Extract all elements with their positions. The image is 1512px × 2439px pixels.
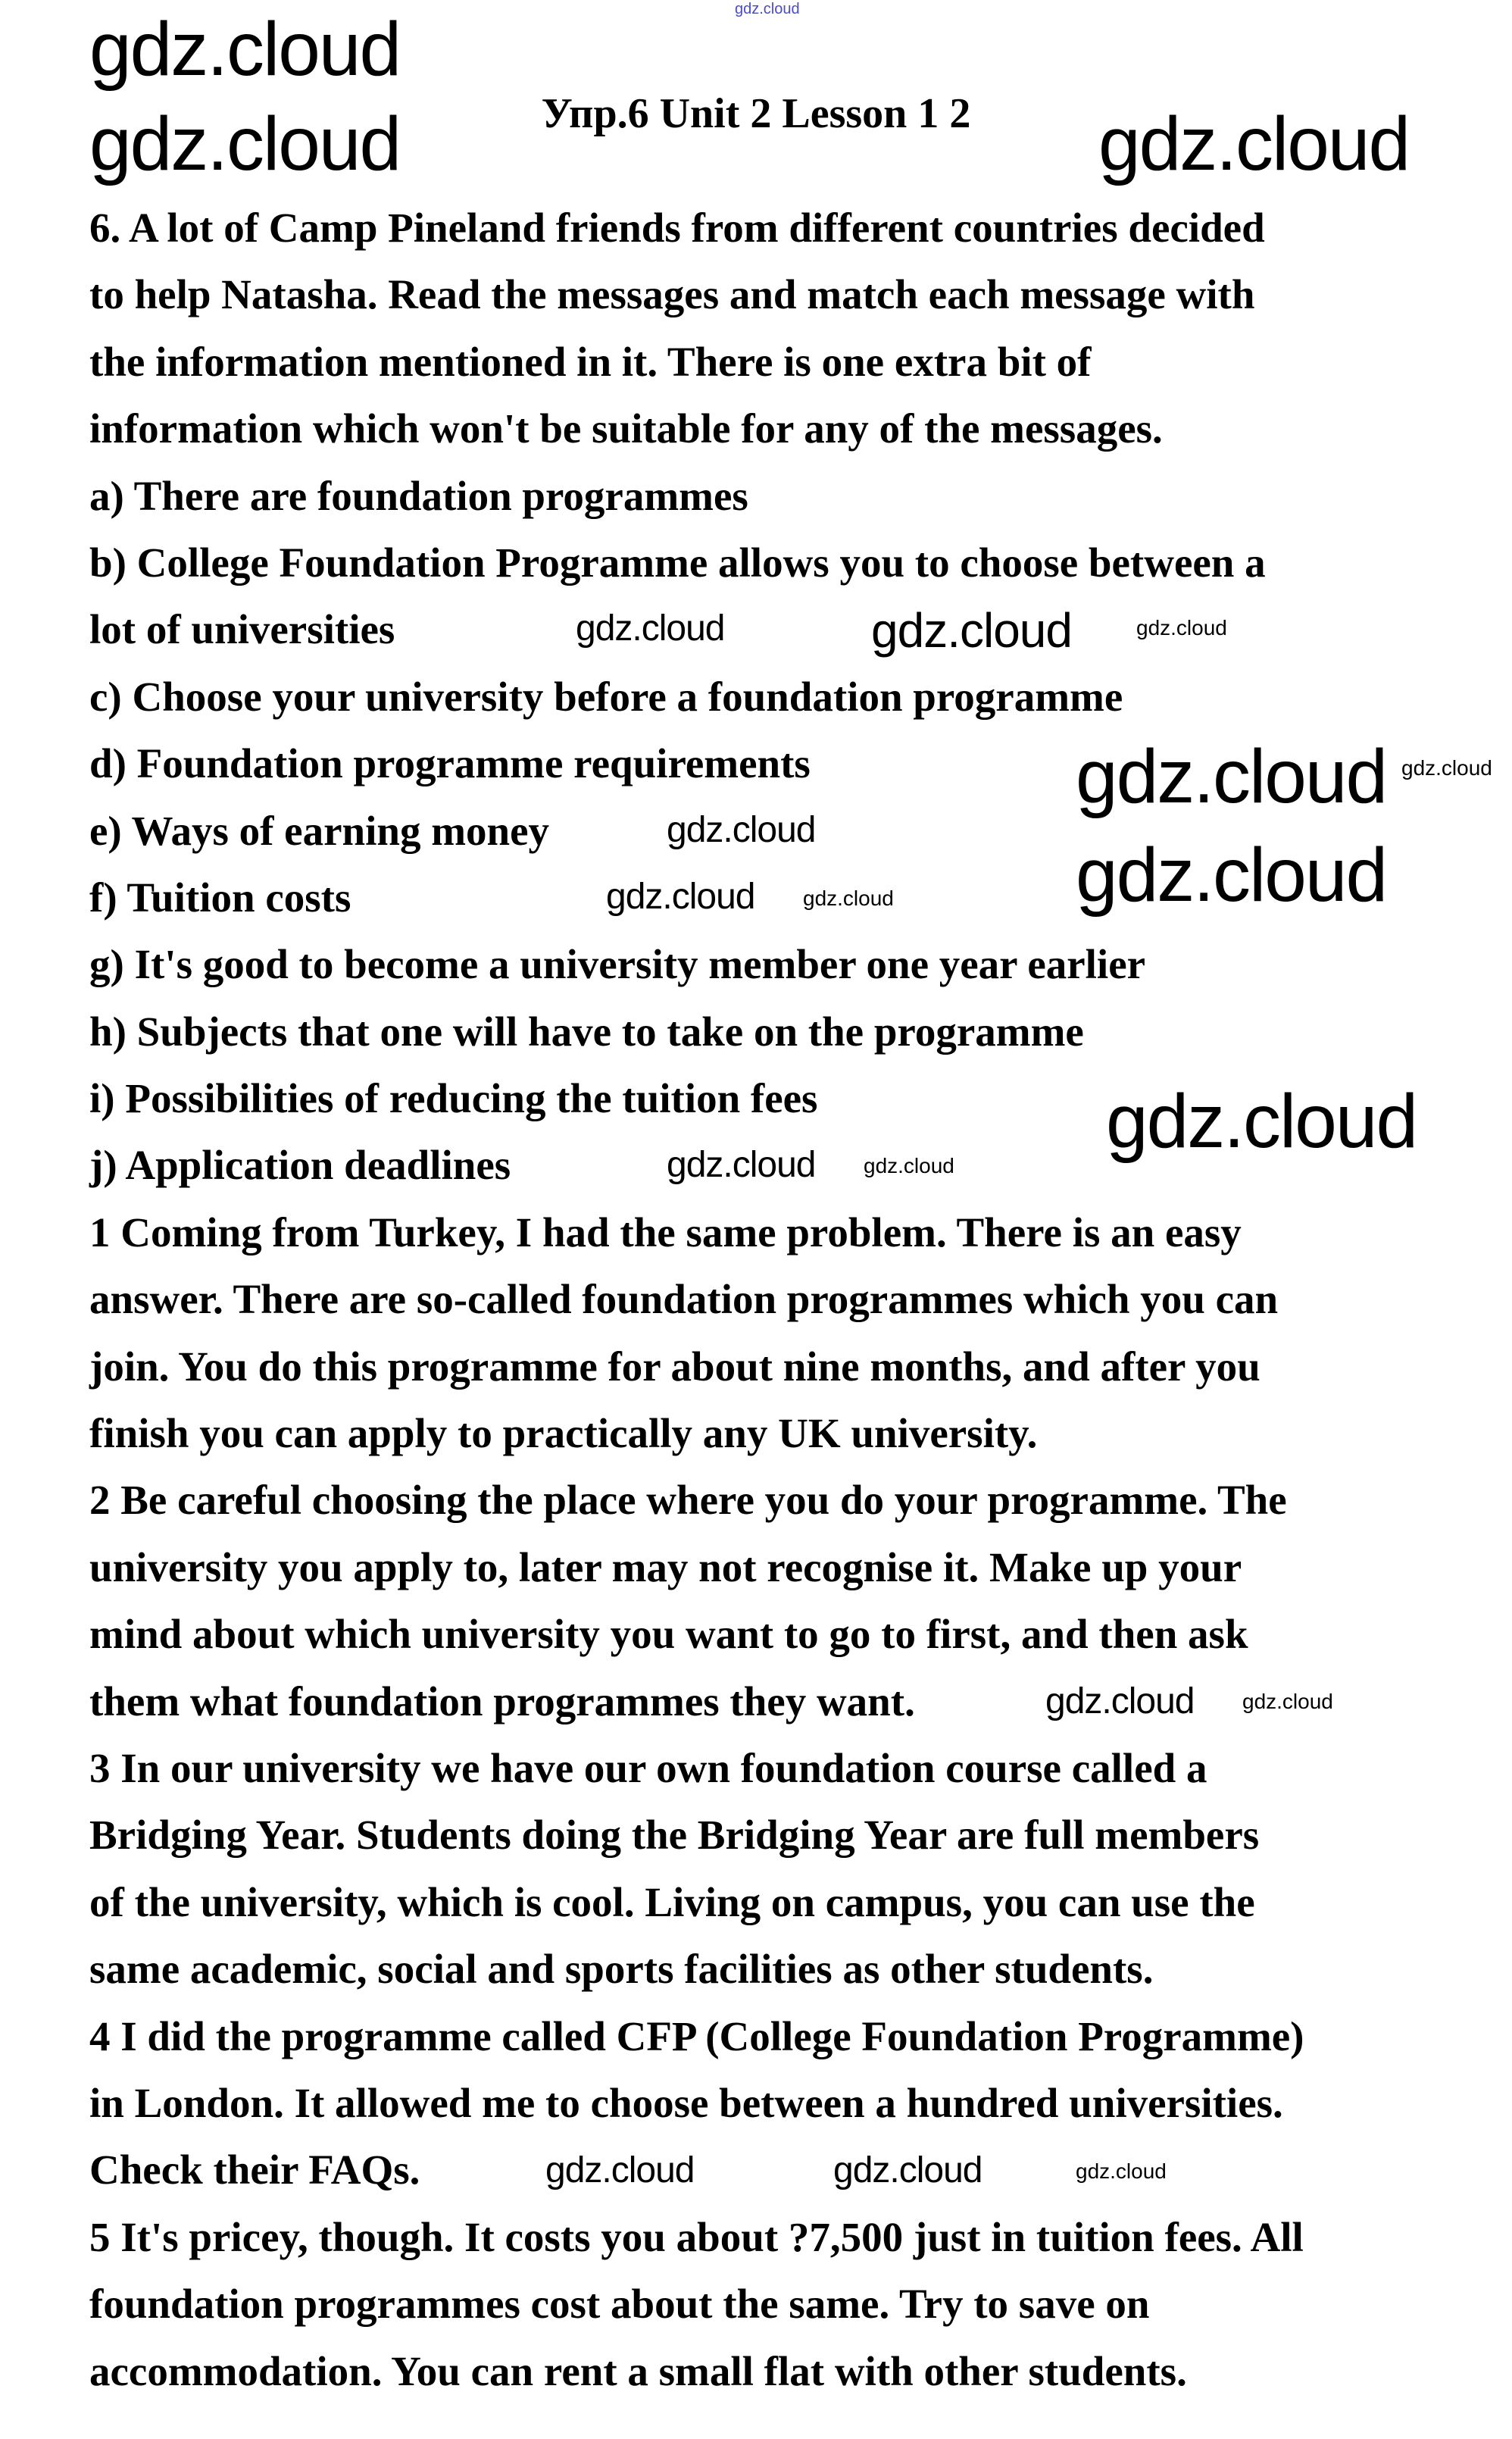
option-j: j) Application deadlines: [89, 1142, 511, 1189]
option-h: h) Subjects that one will have to take on the programme: [89, 1008, 1084, 1055]
message-4: 4 I did the programme called CFP (College Foundation Programme): [89, 2012, 1304, 2059]
watermark: gdz.cloud: [89, 7, 401, 92]
message-4-cont: in London. It allowed me to choose between a hundred universities.: [89, 2079, 1283, 2126]
watermark: gdz.cloud: [803, 886, 894, 910]
watermark: gdz.cloud: [545, 2150, 695, 2190]
text-line: 6. A lot of Camp Pineland friends from different countries decided: [89, 205, 1265, 251]
watermark: gdz.cloud: [871, 603, 1072, 658]
message-3: 3 In our university we have our own foundation course called a: [89, 1744, 1207, 1791]
watermark: gdz.cloud: [1401, 756, 1492, 780]
message-3-cont: Bridging Year. Students doing the Bridging Year are full members: [89, 1812, 1260, 1859]
watermark: gdz.cloud: [1076, 2159, 1167, 2183]
watermark: gdz.cloud: [1076, 833, 1387, 918]
watermark: gdz.cloud: [864, 1154, 954, 1177]
option-e: e) Ways of earning money: [89, 807, 550, 854]
text-line: information which won't be suitable for any of the messages.: [89, 405, 1163, 452]
message-1-cont: finish you can apply to practically any UK university.: [89, 1410, 1038, 1457]
watermark: gdz.cloud: [667, 810, 816, 850]
watermark: gdz.cloud: [1098, 102, 1410, 186]
watermark: gdz.cloud: [667, 1145, 816, 1185]
watermark-top: gdz.cloud: [735, 1, 800, 17]
text-line: the information mentioned in it. There is one extra bit of: [89, 338, 1092, 385]
message-5-cont: foundation programmes cost about the same. Try to save on: [89, 2281, 1150, 2328]
option-b-cont: lot of universities: [89, 606, 395, 653]
watermark: gdz.cloud: [1242, 1690, 1333, 1713]
message-2: 2 Be careful choosing the place where you do your programme. The: [89, 1477, 1287, 1524]
watermark: gdz.cloud: [89, 102, 401, 186]
option-i: i) Possibilities of reducing the tuition fees: [89, 1075, 818, 1122]
watermark: gdz.cloud: [606, 877, 755, 917]
watermark: gdz.cloud: [1136, 616, 1227, 639]
message-2-cont: university you apply to, later may not recognise it. Make up your: [89, 1543, 1242, 1590]
watermark: gdz.cloud: [1045, 1681, 1195, 1721]
message-2-cont: them what foundation programmes they want.: [89, 1678, 915, 1724]
option-d: d) Foundation programme requirements: [89, 740, 811, 787]
message-1-cont: join. You do this programme for about nine months, and after you: [89, 1343, 1261, 1390]
watermark: gdz.cloud: [1076, 734, 1387, 819]
message-2-cont: mind about which university you want to go to first, and then ask: [89, 1611, 1248, 1658]
message-5: 5 It's pricey, though. It costs you about ?7,500 just in tuition fees. All: [89, 2213, 1304, 2260]
message-1: 1 Coming from Turkey, I had the same problem. There is an easy: [89, 1209, 1242, 1255]
option-b: b) College Foundation Programme allows you to choose between a: [89, 539, 1266, 586]
text-line: to help Natasha. Read the messages and match each message with: [89, 271, 1255, 318]
message-5-cont: accommodation. You can rent a small flat with other students.: [89, 2347, 1187, 2394]
option-g: g) It's good to become a university member one year earlier: [89, 941, 1146, 988]
watermark: gdz.cloud: [576, 608, 725, 649]
option-a: a) There are foundation programmes: [89, 472, 748, 519]
message-3-cont: same academic, social and sports facilities as other students.: [89, 1946, 1154, 1993]
exercise-text: [89, 195, 1304, 2405]
option-f: f) Tuition costs: [89, 874, 351, 921]
watermark: gdz.cloud: [1106, 1079, 1417, 1164]
page-title: Упр.6 Unit 2 Lesson 1 2: [541, 90, 971, 137]
message-1-cont: answer. There are so-called foundation programmes which you can: [89, 1276, 1279, 1323]
option-c: c) Choose your university before a foundation programme: [89, 673, 1123, 720]
message-3-cont: of the university, which is cool. Living on campus, you can use the: [89, 1878, 1255, 1925]
message-4-cont: Check their FAQs.: [89, 2147, 420, 2194]
watermark: gdz.cloud: [833, 2150, 982, 2190]
